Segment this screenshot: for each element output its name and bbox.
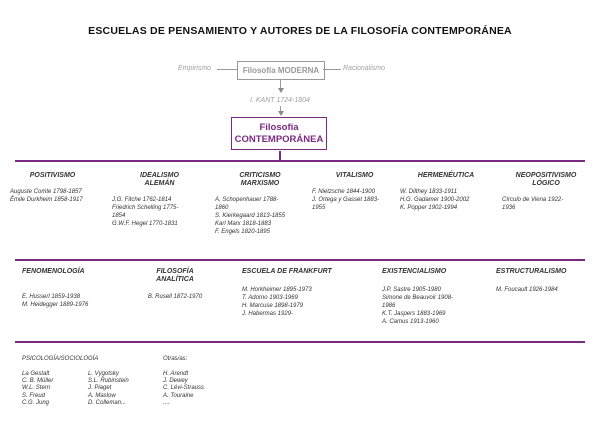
- school-authors: E. Husserl 1859-1938 M. Heidegger 1889-1976: [22, 294, 89, 308]
- kant-label: I. KANT 1724-1804: [250, 97, 310, 104]
- school-name: FILOSOFÍA ANALÍTICA: [156, 268, 194, 283]
- school-estructuralismo: [496, 268, 591, 294]
- school-fenomenologia: [22, 268, 132, 309]
- school-name: ESTRUCTURALISMO: [496, 268, 567, 275]
- school-existencialismo: [382, 268, 492, 326]
- otras-list: H. Arendt J. Dewey C. Lévi-Strauss A. Touraine ....: [163, 371, 205, 406]
- school-name: POSITIVISMO: [29, 172, 76, 179]
- psicologia-col2: L. Vygotsky S.L. Rubinstein J. Piaget A. Maslow D. Colleman...: [88, 371, 129, 406]
- row1-divider: [15, 160, 585, 162]
- school-name: ESCUELA DE FRANKFURT: [242, 268, 332, 275]
- school-authors: J.P. Sastre 1905-1980 Simone de Beauvoir 1908- 1986 K.T. Jaspers 1883-1969 A. Camus 1913-1960: [382, 287, 454, 325]
- contemporanea-line2: CONTEMPORÁNEA: [234, 134, 324, 145]
- school-positivismo: [10, 172, 95, 204]
- row3-divider: [15, 341, 585, 343]
- contemporanea-line1: Filosofía: [259, 122, 299, 133]
- row2-divider: [15, 259, 585, 261]
- school-authors: M. Horkheimer 1895-1973 T. Adorno 1903-1969 H. Marcuse 1898-1979 J. Habermas 1929-: [242, 287, 312, 317]
- psicologia-col1: La Gestalt C. B. Müller W.L. Stern S. Freud C.G. Jung: [22, 371, 54, 406]
- empirismo-label: Empirismo: [178, 65, 212, 72]
- school-name: VITALISMO: [335, 172, 374, 179]
- school-vitalismo: [312, 172, 397, 212]
- school-escuela-frankfurt: [242, 268, 372, 318]
- school-name: FENOMENOLOGÍA: [22, 268, 85, 275]
- filosofia-contemporanea-box: [231, 117, 327, 150]
- arrow-kant-contemporanea-head: [278, 111, 284, 116]
- school-authors: A. Schopenhauer 1788- 1860 S. Kierkegaard 1813-1855 Karl Marx 1818-1883 F. Engels 1820-1895: [215, 197, 286, 235]
- school-neopositivismo-logico: [502, 172, 590, 212]
- school-authors: J.G. Fitche 1762-1814 Friedrich Schelling 1775- 1854 G.W.F. Hegel 1770-1831: [112, 197, 179, 227]
- school-authors: B. Rusell 1872-1970: [147, 294, 203, 300]
- school-hermeneutica: [400, 172, 492, 212]
- otras-title: Otras/as:: [163, 356, 188, 362]
- arrow-moderna-kant-line: [280, 79, 281, 88]
- school-idealismo-aleman: [112, 172, 207, 228]
- school-authors: M. Foucault 1926-1984: [496, 287, 558, 293]
- school-criticismo-marxismo: [215, 172, 305, 236]
- school-name: HERMENÉUTICA: [417, 172, 475, 179]
- school-authors: Auguste Comte 1798-1857 Émile Durkheim 1858-1917: [10, 189, 83, 203]
- school-authors: Círculo de Viena 1922- 1936: [502, 197, 564, 211]
- racionalismo-label: Racionalismo: [343, 65, 386, 72]
- school-name: NEOPOSITIVISMO LÓGICO: [515, 172, 577, 187]
- psicologia-sociologia-title: PSICOLOGÍA/SOCIOLOGÍA: [22, 356, 99, 362]
- school-name: IDEALISMO ALEMÁN: [140, 172, 179, 187]
- school-authors: F. Nietzsche 1844-1900 J. Ortega y Gasset 1883- 1955: [312, 189, 380, 211]
- empirismo-connector: [217, 69, 237, 70]
- racionalismo-connector: [323, 69, 341, 70]
- school-name: CRITICISMO MARXISMO: [239, 172, 281, 187]
- page-title: ESCUELAS DE PENSAMIENTO Y AUTORES DE LA FILOSOFÍA CONTEMPORÁNEA: [88, 25, 512, 37]
- school-name: EXISTENCIALISMO: [382, 268, 447, 275]
- filosofia-moderna-box: Filosofía MODERNA: [237, 61, 325, 80]
- arrow-moderna-kant-head: [278, 88, 284, 93]
- school-authors: W. Dilthey 1833-1911 H.G. Gadamer 1900-2002 K. Popper 1902-1994: [400, 189, 470, 211]
- school-filosofia-analitica: [125, 268, 225, 301]
